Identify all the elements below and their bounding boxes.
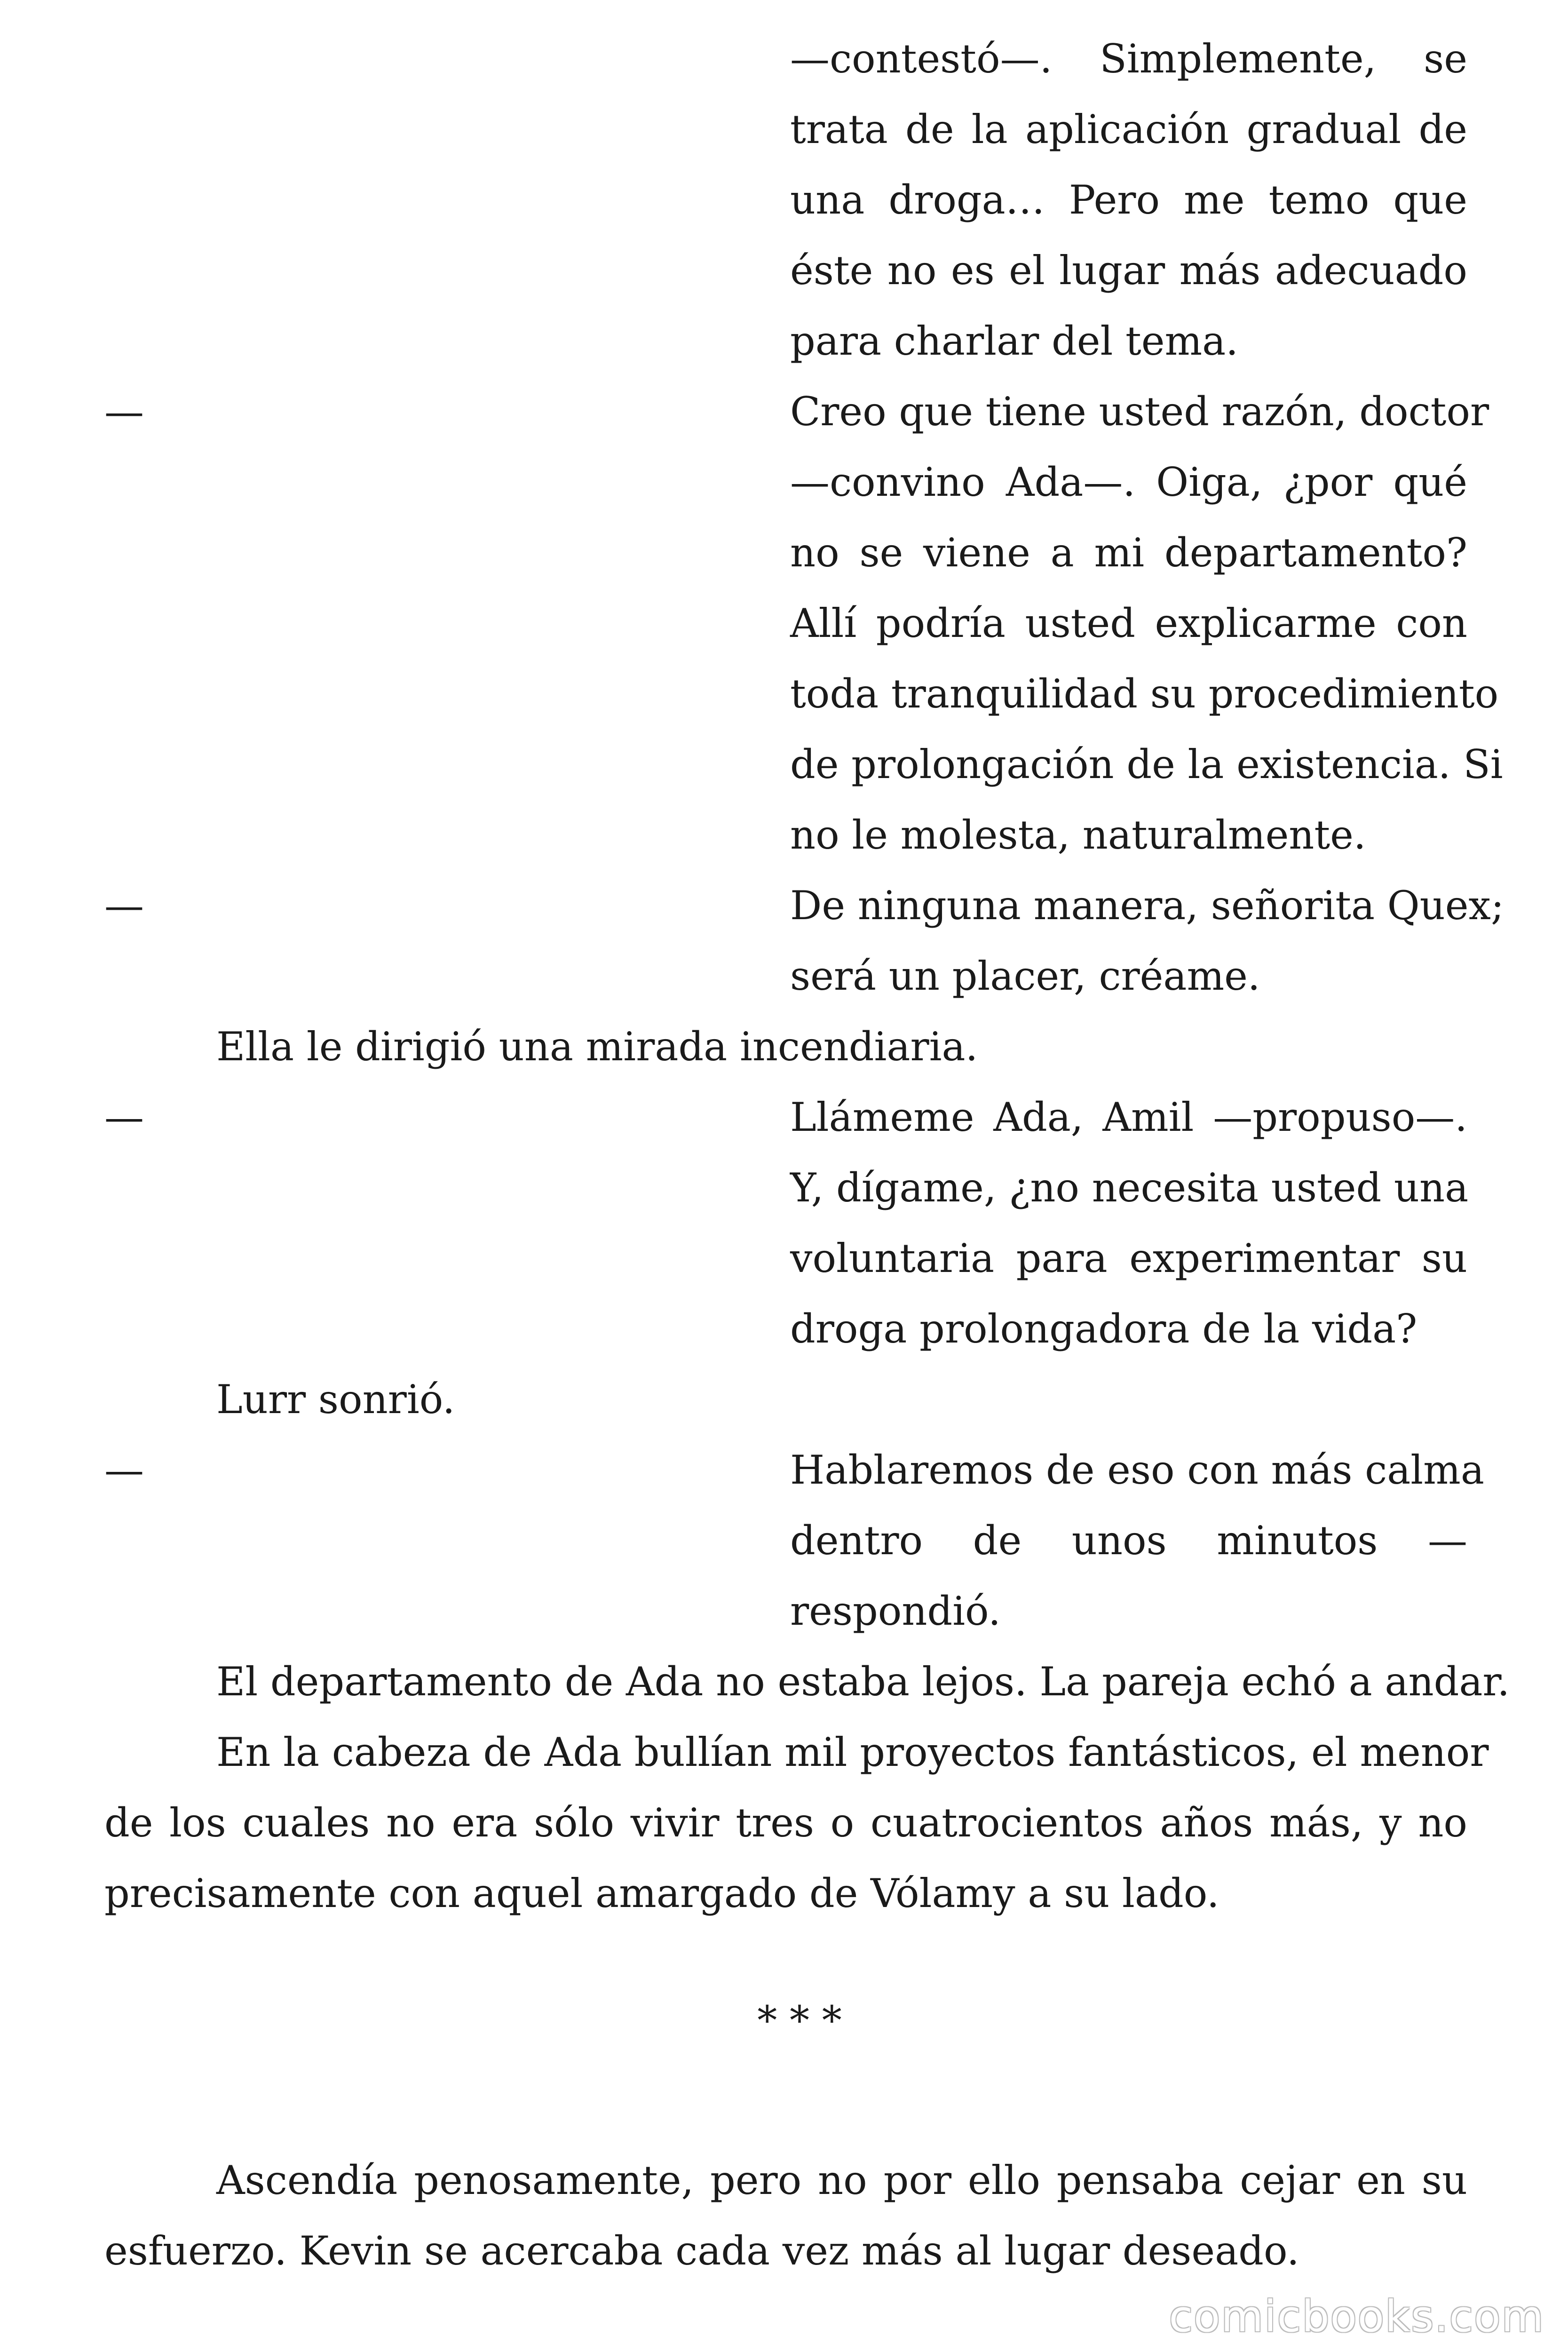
text-line: respondió. bbox=[790, 1588, 1001, 1634]
text-line: una droga… Pero me temo que bbox=[790, 177, 1467, 223]
dialogue-dash: — bbox=[104, 389, 144, 435]
dialogue-dash: — bbox=[104, 1094, 144, 1140]
text-line: Hablaremos de eso con más calma bbox=[790, 1447, 1484, 1493]
text-line: —convino Ada—. Oiga, ¿por qué bbox=[790, 459, 1467, 505]
text-line: de los cuales no era sólo vivir tres o cuatrocientos años más, y no bbox=[104, 1800, 1467, 1846]
text-line: dentro de unos minutos — bbox=[790, 1518, 1467, 1564]
text-line: de prolongación de la existencia. Si bbox=[790, 741, 1503, 787]
text-line: será un placer, créame. bbox=[790, 953, 1260, 999]
dialogue-dash: — bbox=[104, 882, 144, 929]
text-line: esfuerzo. Kevin se acercaba cada vez más al lugar deseado. bbox=[104, 2228, 1299, 2274]
text-line: no le molesta, naturalmente. bbox=[790, 812, 1366, 858]
text-line: Ascendía penosamente, pero no por ello pensaba cejar en su bbox=[216, 2157, 1467, 2203]
text-line: De ninguna manera, señorita Quex; bbox=[790, 882, 1505, 929]
text-line: El departamento de Ada no estaba lejos. La pareja echó a andar. bbox=[216, 1659, 1510, 1705]
text-line: droga prolongadora de la vida? bbox=[790, 1306, 1418, 1352]
text-line: Allí podría usted explicarme con bbox=[790, 600, 1467, 646]
text-line: toda tranquilidad su procedimiento bbox=[790, 671, 1499, 717]
text-line: —contestó—. Simplemente, se bbox=[790, 36, 1467, 82]
section-break: * * * bbox=[757, 1997, 842, 2043]
text-line: Lurr sonrió. bbox=[216, 1376, 455, 1422]
text-line: En la cabeza de Ada bullían mil proyectos fantásticos, el menor bbox=[216, 1729, 1489, 1775]
text-line: Creo que tiene usted razón, doctor bbox=[790, 389, 1489, 435]
text-line: precisamente con aquel amargado de Vólamy a su lado. bbox=[104, 1870, 1220, 1916]
text-line: voluntaria para experimentar su bbox=[790, 1235, 1467, 1281]
text-line: éste no es el lugar más adecuado bbox=[790, 247, 1467, 294]
text-line: no se viene a mi departamento? bbox=[790, 530, 1467, 576]
text-line: Ella le dirigió una mirada incendiaria. bbox=[216, 1024, 978, 1070]
watermark-text: comicbooks.com bbox=[1169, 2291, 1544, 2342]
text-line: trata de la aplicación gradual de bbox=[790, 106, 1467, 152]
text-line: Y, dígame, ¿no necesita usted una bbox=[790, 1165, 1469, 1211]
text-line: para charlar del tema. bbox=[790, 318, 1238, 364]
text-line: Llámeme Ada, Amil —propuso—. bbox=[790, 1094, 1467, 1140]
dialogue-dash: — bbox=[104, 1447, 144, 1493]
